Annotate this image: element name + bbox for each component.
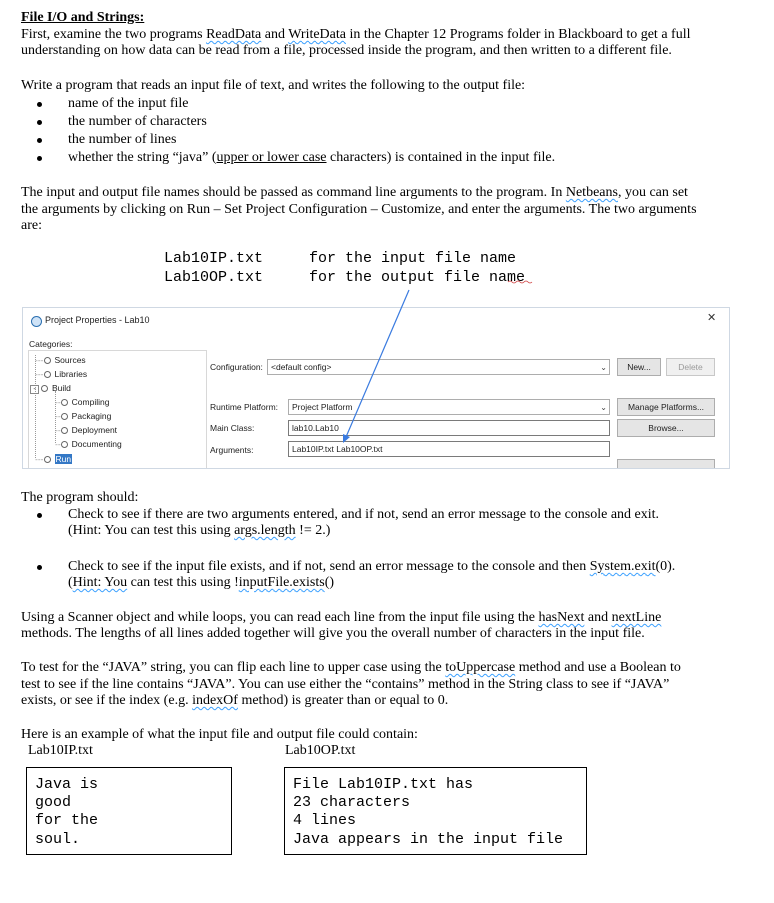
bullet-item: the number of characters <box>68 114 207 129</box>
tree-item-documenting[interactable]: -- Documenting <box>55 439 122 449</box>
tree-item-build[interactable]: - Build <box>30 383 71 394</box>
page-title: File I/O and Strings: <box>21 10 145 25</box>
tree-item-compiling[interactable]: -- Compiling <box>55 397 110 407</box>
main-class-input[interactable]: lab10.Lab10 <box>288 420 610 436</box>
output-line: File Lab10IP.txt has <box>293 776 474 793</box>
should-item-2-line-2: (Hint: You can test this using !inputFile.exists() <box>68 575 335 590</box>
intro-line-2: understanding on how data can be read from a file, processed inside the program, and then written to a different file. <box>21 43 672 58</box>
tree-item-libraries[interactable]: --- Libraries <box>35 369 88 379</box>
input-line: good <box>35 794 72 811</box>
arguments-label: Arguments: <box>210 445 254 455</box>
args-line-1: The input and output file names should be passed as command line arguments to the program. In Netbeans, you can set <box>21 185 688 200</box>
chevron-down-icon: ⌄ <box>600 363 607 372</box>
output-line: 4 lines <box>293 812 357 829</box>
input-line: soul. <box>35 831 81 848</box>
manage-platforms-button[interactable]: Manage Platforms... <box>617 398 715 416</box>
bullet-dot <box>37 565 42 570</box>
categories-label: Categories: <box>29 339 73 349</box>
java-test-line-3: exists, or see if the index (e.g. indexOf method) is greater than or equal to 0. <box>21 693 449 708</box>
output-line: Java appears in the input file <box>293 831 564 848</box>
java-test-line-1: To test for the “JAVA” string, you can flip each line to upper case using the toUppercase method and use a Boolean to <box>21 660 681 675</box>
should-item-1-line-1: Check to see if there are two arguments entered, and if not, send an error message to the console and exit. <box>68 507 660 522</box>
tree-item-sources[interactable]: --- Sources <box>35 355 86 365</box>
delete-button[interactable]: Delete <box>666 358 715 376</box>
input-file-label: Lab10IP.txt <box>28 743 93 758</box>
bullet-item: the number of lines <box>68 132 177 147</box>
write-program-text: Write a program that reads an input file of text, and writes the following to the output file: <box>21 78 526 93</box>
chevron-down-icon: ⌄ <box>600 403 607 412</box>
java-test-line-2: test to see if the line contains “JAVA”. You can use either the “contains” method in the String class to see if “JAVA” <box>21 677 670 692</box>
arguments-input[interactable]: Lab10IP.txt Lab10OP.txt <box>288 441 610 457</box>
example-intro: Here is an example of what the input file and output file could contain: <box>21 727 418 742</box>
configuration-select[interactable]: <default config> ⌄ <box>267 359 610 375</box>
configuration-label: Configuration: <box>210 362 263 372</box>
scanner-line-2: methods. The lengths of all lines added together will give you the overall number of characters in the input file. <box>21 626 645 641</box>
new-button[interactable]: New... <box>617 358 661 376</box>
args-line-2: the arguments by clicking on Run – Set Project Configuration – Customize, and enter the arguments. The two arguments <box>21 202 697 217</box>
should-item-2-line-1: Check to see if the input file exists, and if not, send an error message to the console and then System.exit(0). <box>68 559 676 574</box>
runtime-platform-select[interactable]: Project Platform ⌄ <box>288 399 610 415</box>
intro-line-1: First, examine the two programs ReadData and WriteData in the Chapter 12 Programs folder in Blackboard to get a full <box>21 27 691 42</box>
tree-item-run[interactable]: --- Run <box>35 454 72 464</box>
output-file-label: Lab10OP.txt <box>285 743 356 758</box>
bullet-item: name of the input file <box>68 96 189 111</box>
should-item-1-line-2: (Hint: You can test this using args.length != 2.) <box>68 523 331 538</box>
main-class-label: Main Class: <box>210 423 255 433</box>
browse-button[interactable]: Browse... <box>617 419 715 437</box>
input-line: for the <box>35 812 99 829</box>
arg-output-description: for the output file name <box>309 269 526 286</box>
arg-output-filename: Lab10OP.txt <box>164 269 264 286</box>
output-line: 23 characters <box>293 794 411 811</box>
bullet-dot <box>37 513 42 518</box>
args-line-3: are: <box>21 218 42 233</box>
tree-item-packaging[interactable]: -- Packaging <box>55 411 112 421</box>
arg-input-description: for the input file name <box>309 250 517 267</box>
tree-item-deployment[interactable]: -- Deployment <box>55 425 118 435</box>
bullet-item: whether the string “java” (upper or lower case characters) is contained in the input file. <box>68 150 556 165</box>
arg-input-filename: Lab10IP.txt <box>164 250 264 267</box>
close-icon[interactable]: ✕ <box>707 312 717 324</box>
runtime-platform-label: Runtime Platform: <box>210 402 279 412</box>
dialog-title: Project Properties - Lab10 <box>45 315 150 325</box>
should-title: The program should: <box>21 490 139 505</box>
scanner-line-1: Using a Scanner object and while loops, you can read each line from the input file using the hasNext and nextLine <box>21 610 662 625</box>
input-line: Java is <box>35 776 99 793</box>
